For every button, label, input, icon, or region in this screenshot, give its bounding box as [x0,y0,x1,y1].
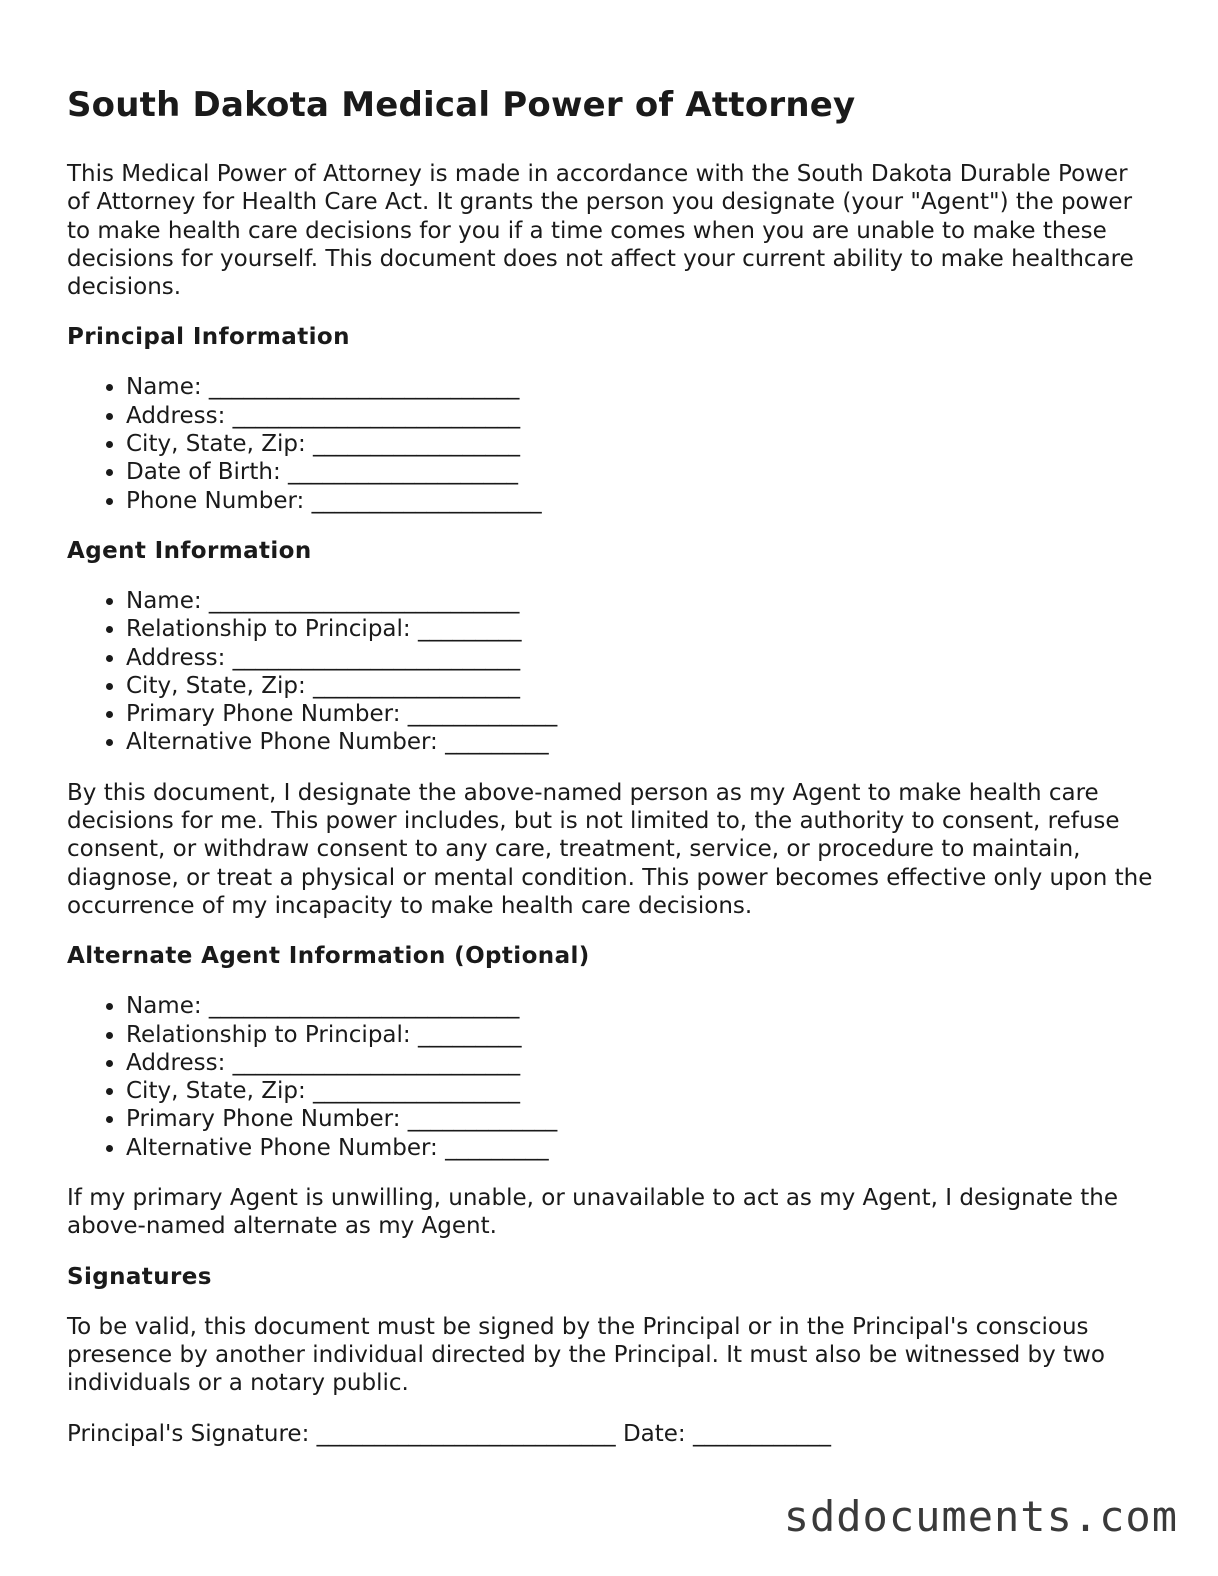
agent-primary-phone-field: • Primary Phone Number: _____________ [126,700,1157,728]
signatures-paragraph: To be valid, this document must be signed by the Principal or in the Principal's conscious presence by another individual directed by the Principal. It must also be witnessed by two individuals or a notary public. [67,1313,1105,1397]
agent-field-list [67,587,1157,757]
alternate-address-field: • Address: _________________________ [126,1049,1157,1077]
principal-phone-field: • Phone Number: ____________________ [126,487,1157,515]
alternate-note-paragraph: If my primary Agent is unwilling, unable, or unavailable to act as my Agent, I designate the above-named alternate as my Agent. [67,1185,1118,1240]
alternate-relationship-field: • Relationship to Principal: _________ [126,1021,1157,1049]
signatures-heading: Signatures [67,1263,212,1290]
document-title: South Dakota Medical Power of Attorney [67,85,856,125]
intro-paragraph: This Medical Power of Attorney is made in accordance with the South Dakota Durable Power of Attorney for Health Care Act. It grants the person you designate (your "Agent") the power to make health care decisions for you if a time comes when you are unable to make these decisions for yourself. This document does not affect your current ability to make healthcare decisions. [67,161,1134,301]
principal-dob-field: • Date of Birth: ____________________ [126,458,1157,486]
watermark-logo: sddocuments.com [783,1492,1178,1541]
alternate-field-list [67,992,1157,1162]
designation-paragraph: By this document, I designate the above-named person as my Agent to make health care decisions for me. This power includes, but is not limited to, the authority to consent, refuse consent, or withdraw consent to any care, treatment, service, or procedure to maintain, diagnose, or treat a physical or mental condition. This power becomes effective only upon the occurrence of my incapacity to make health care decisions. [67,779,1153,919]
principal-city-field: • City, State, Zip: __________________ [126,430,1157,458]
principal-signature-line: Principal's Signature: __________________________ Date: ____________ [67,1420,831,1447]
agent-name-field: • Name: ___________________________ [126,587,1157,615]
agent-address-field: • Address: _________________________ [126,644,1157,672]
alternate-primary-phone-field: • Primary Phone Number: _____________ [126,1105,1157,1133]
principal-name-field: • Name: ___________________________ [126,373,1157,401]
principal-field-list [67,373,1157,514]
principal-address-field: • Address: _________________________ [126,402,1157,430]
agent-alt-phone-field: • Alternative Phone Number: _________ [126,728,1157,756]
alternate-name-field: • Name: ___________________________ [126,992,1157,1020]
agent-relationship-field: • Relationship to Principal: _________ [126,615,1157,643]
alternate-city-field: • City, State, Zip: __________________ [126,1077,1157,1105]
document-page [67,82,1157,1448]
principal-heading: Principal Information [67,324,350,351]
alternate-heading: Alternate Agent Information (Optional) [67,943,590,970]
agent-heading: Agent Information [67,537,312,564]
alternate-alt-phone-field: • Alternative Phone Number: _________ [126,1134,1157,1162]
agent-city-field: • City, State, Zip: __________________ [126,672,1157,700]
